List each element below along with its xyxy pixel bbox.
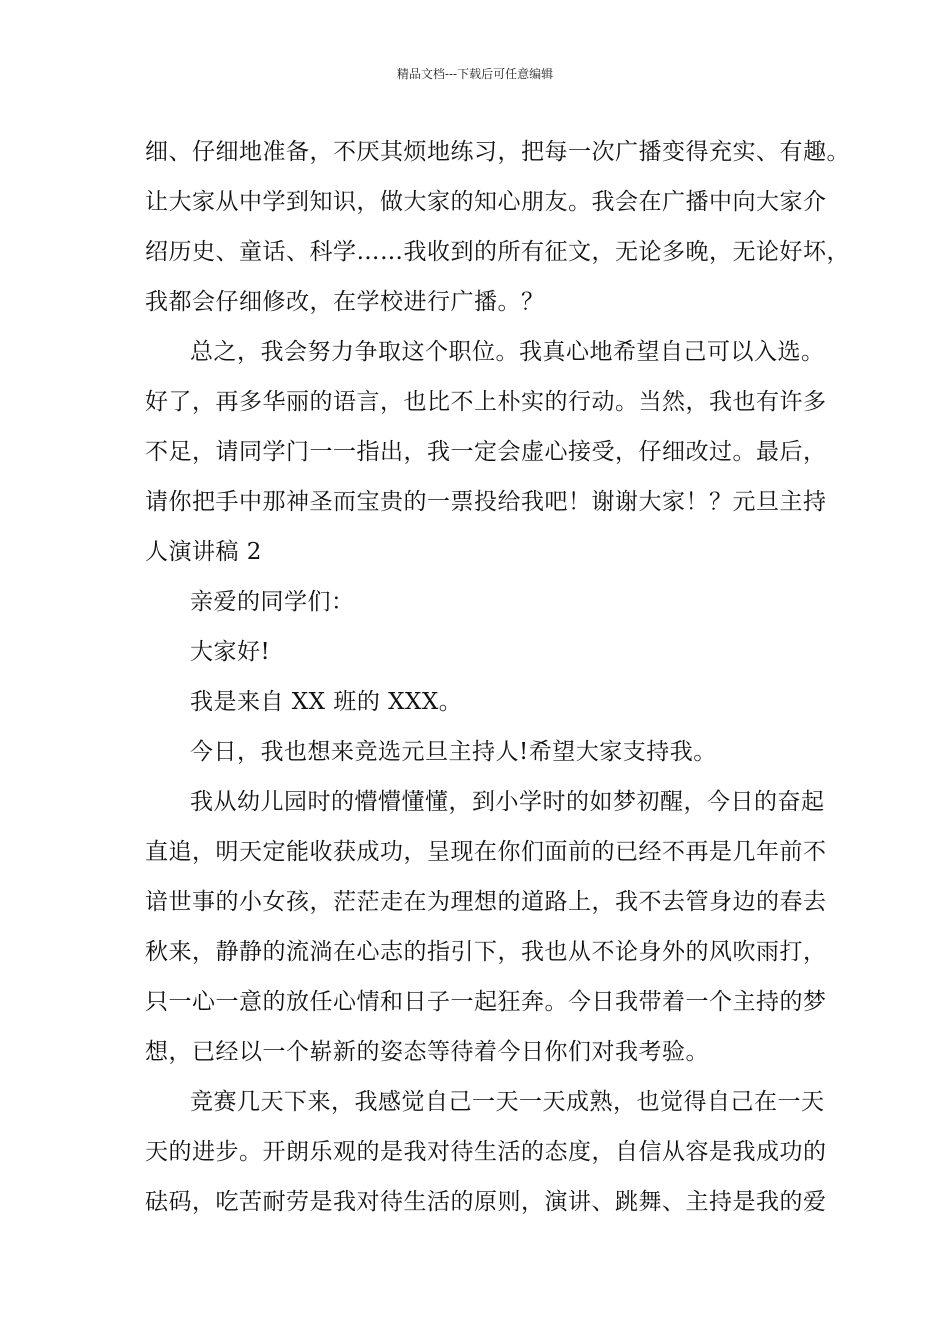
text-line: 只一心一意的放任心情和日子一起狂奔。今日我带着一个主持的梦 [145,989,827,1015]
text-line: 人演讲稿 2 [145,539,262,565]
text-line: 不足，请同学门一一指出，我一定会虚心接受，仔细改过。最后， [145,439,827,465]
paragraph-first-line: 我是来自 XX 班的 XXX。 [190,689,463,715]
paragraph-first-line: 今日，我也想来竞选元旦主持人!希望大家支持我。 [190,739,717,765]
text-line: 好了，再多华丽的语言，也比不上朴实的行动。当然，我也有许多 [145,389,827,415]
salutation: 亲爱的同学们： [190,589,355,615]
text-line: 我都会仔细修改，在学校进行广播。？ [145,289,545,315]
paragraph-first-line: 我从幼儿园时的懵懵懂懂，到小学时的如梦初醒，今日的奋起 [190,789,825,815]
text-line: 秋来，静静的流淌在心志的指引下，我也从不论身外的风吹雨打， [145,939,827,965]
text-line: 请你把手中那神圣而宝贵的一票投给我吧！谢谢大家！？元旦主持 [145,489,827,515]
page-header: 精品文档---下载后可任意编辑 [396,67,554,81]
text-line: 绍历史、童话、科学……我收到的所有征文，无论多晚，无论好坏， [145,239,850,265]
text-line: 天的进步。开朗乐观的是我对待生活的态度，自信从容是我成功的 [145,1139,827,1165]
paragraph-first-line: 竞赛几天下来，我感觉自己一天一天成熟，也觉得自己在一天 [190,1089,825,1115]
greeting: 大家好! [190,639,271,665]
text-line: 砝码，吃苦耐劳是我对待生活的原则，演讲、跳舞、主持是我的爱 [145,1189,827,1215]
text-line: 让大家从中学到知识，做大家的知心朋友。我会在广播中向大家介 [145,189,827,215]
text-line: 直追，明天定能收获成功，呈现在你们面前的已经不再是几年前不 [145,839,827,865]
text-line: 想，已经以一个崭新的姿态等待着今日你们对我考验。 [145,1039,709,1065]
paragraph-first-line: 总之，我会努力争取这个职位。我真心地希望自己可以入选。 [190,339,825,365]
text-line: 细、仔细地准备，不厌其烦地练习，把每一次广播变得充实、有趣。 [145,139,850,165]
text-line: 谙世事的小女孩，茫茫走在为理想的道路上，我不去管身边的春去 [145,889,827,915]
